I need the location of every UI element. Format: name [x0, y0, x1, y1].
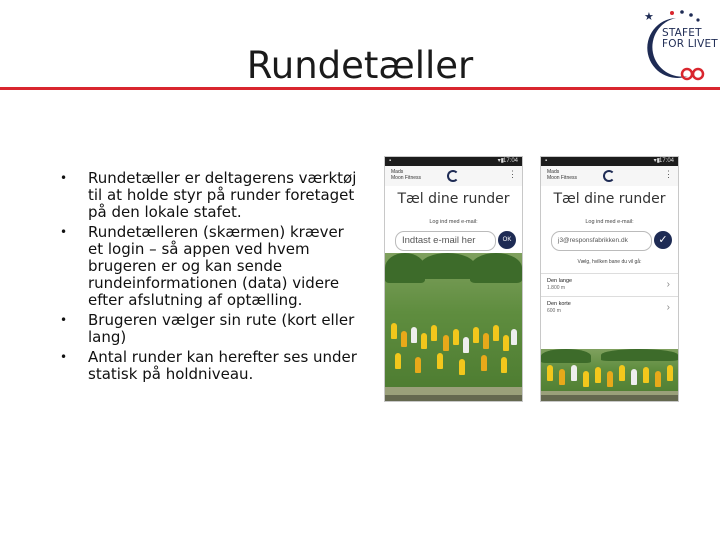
- app-bar: [541, 166, 678, 186]
- bullet-item: [60, 312, 360, 346]
- user-info: [547, 169, 577, 181]
- bullet-item: [60, 170, 360, 221]
- route-prompt: Vælg, hvilken bane du vil gå:: [577, 259, 642, 265]
- bullet-text: Brugeren vælger sin rute (kort eller lang): [88, 311, 355, 346]
- chevron-right-icon: ›: [666, 279, 670, 290]
- route-length: 600 m: [547, 308, 561, 314]
- bullet-list: [60, 170, 360, 386]
- notification-icon: ▪: [389, 158, 392, 164]
- screen-title: Tæl dine runder: [397, 191, 510, 207]
- bullet-dot: •: [60, 225, 68, 239]
- bullet-dot: •: [60, 313, 68, 327]
- logo-line-1: STAFET: [662, 27, 702, 39]
- status-time: 17:04: [658, 158, 674, 164]
- app-bar: [385, 166, 522, 186]
- screen-title: Tæl dine runder: [553, 191, 666, 207]
- phone-screenshot-route-select: [540, 156, 679, 402]
- chevron-right-icon: ›: [666, 302, 670, 313]
- status-time: 17:04: [502, 158, 518, 164]
- user-team: Moon Fitness: [547, 175, 578, 181]
- overflow-menu-icon[interactable]: ⋮: [664, 169, 673, 179]
- title-underline: [0, 87, 720, 90]
- bullet-dot: •: [60, 171, 68, 185]
- app-logo-icon: [447, 170, 459, 182]
- route-length: 1.800 m: [547, 285, 566, 291]
- app-logo-icon: [603, 170, 615, 182]
- android-nav-bar: [541, 395, 678, 401]
- email-login-row: [551, 231, 672, 249]
- bullet-dot: •: [60, 350, 68, 364]
- status-bar: [541, 157, 678, 166]
- slide-title: Rundetæller: [246, 44, 474, 87]
- overflow-menu-icon[interactable]: ⋮: [508, 169, 517, 179]
- phone-screenshot-login: [384, 156, 523, 402]
- email-input[interactable]: Indtast e-mail her: [395, 231, 496, 251]
- runners-photo: [541, 349, 678, 401]
- bullet-text: Rundetælleren (skærmen) kræver et login – så appen ved hvem brugeren er og kan sende rundeinformationen (data) videre efter afslutning af optælling.: [88, 223, 344, 309]
- login-label: Log ind med e-mail:: [585, 219, 634, 225]
- android-nav-bar: [385, 395, 522, 401]
- bullet-item: [60, 349, 360, 383]
- status-bar: [385, 157, 522, 166]
- signal-battery-icon: ▾▮: [497, 158, 504, 164]
- email-input[interactable]: j3@responsfabrikken.dk: [551, 231, 652, 251]
- user-info: [391, 169, 421, 181]
- route-option-long[interactable]: [541, 273, 678, 296]
- ok-button[interactable]: OK: [498, 231, 516, 249]
- route-name: Den lange: [547, 278, 573, 284]
- user-name: Mads: [547, 169, 560, 175]
- signal-battery-icon: ▾▮: [653, 158, 660, 164]
- runners-photo: [385, 253, 522, 401]
- check-icon[interactable]: ✓: [654, 231, 672, 249]
- bullet-text: Antal runder kan herefter ses under statisk på holdniveau.: [88, 348, 357, 383]
- notification-icon: ▪: [545, 158, 548, 164]
- route-name: Den korte: [547, 301, 571, 307]
- logo-line-2: FOR LIVET: [662, 38, 718, 50]
- bullet-item: [60, 224, 360, 309]
- user-team: Moon Fitness: [391, 175, 422, 181]
- bullet-text: Rundetæller er deltagerens værktøj til at holde styr på runder foretaget på den lokale stafet.: [88, 169, 357, 221]
- email-login-row: [395, 231, 516, 249]
- svg-text:★: ★: [644, 10, 654, 23]
- user-name: Mads: [391, 169, 404, 175]
- login-label: Log ind med e-mail:: [429, 219, 478, 225]
- logo-wordmark: [662, 28, 718, 50]
- route-option-short[interactable]: [541, 296, 678, 319]
